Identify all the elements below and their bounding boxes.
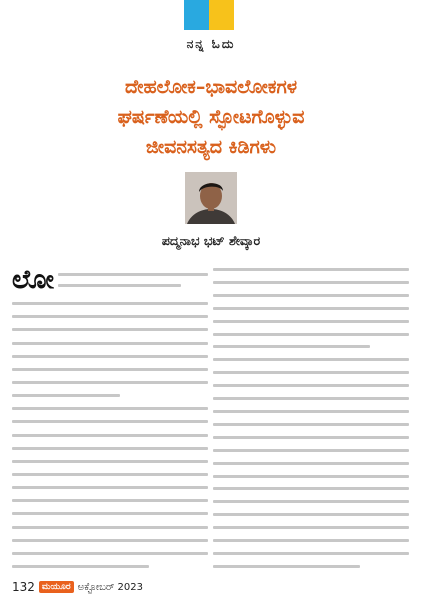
text-line	[12, 420, 208, 423]
text-line	[213, 487, 409, 490]
text-line	[213, 539, 409, 542]
author-portrait-icon	[185, 172, 237, 224]
body-column-left	[12, 265, 208, 568]
magazine-name: ಮಯೂರ	[39, 581, 74, 593]
text-line	[213, 449, 409, 452]
page-footer	[12, 578, 312, 596]
text-line	[213, 281, 409, 284]
text-line	[12, 381, 208, 384]
text-line	[213, 565, 360, 568]
title-line-1: ದೇಹಲೋಕ–ಭಾವಲೋಕಗಳ	[124, 76, 298, 98]
text-line	[213, 397, 409, 400]
text-line	[12, 328, 208, 331]
text-line	[213, 294, 409, 297]
text-line	[12, 473, 208, 476]
body-column-right	[213, 268, 409, 568]
issue-date: ಅಕ್ಟೋಬರ್ 2023	[77, 581, 144, 593]
text-line	[213, 320, 409, 323]
text-line	[12, 460, 208, 463]
text-line	[58, 284, 181, 287]
section-color-bar	[184, 0, 234, 30]
text-line	[213, 552, 409, 555]
text-line	[12, 447, 208, 450]
text-line	[58, 273, 208, 276]
author-name: ಪದ್ಮನಾಭ ಭಟ್ ಶೇವ್ಕಾರ	[161, 233, 261, 248]
text-line	[213, 268, 409, 271]
text-line	[12, 355, 208, 358]
text-line	[213, 475, 409, 478]
page-number: 132	[12, 580, 35, 594]
text-line	[12, 315, 208, 318]
author-photo	[185, 172, 237, 224]
text-line	[12, 565, 149, 568]
text-line	[12, 434, 208, 437]
text-line	[213, 345, 370, 348]
dropcap: ಲೋ	[12, 265, 54, 295]
text-line	[12, 368, 208, 371]
text-line	[12, 407, 208, 410]
text-line	[213, 384, 409, 387]
color-bar-yellow	[209, 0, 234, 30]
text-line	[12, 512, 208, 515]
text-line	[12, 486, 208, 489]
title-line-2: ಘರ್ಷಣೆಯಲ್ಲಿ ಸ್ಫೋಟಗೊಳ್ಳುವ	[117, 106, 305, 128]
text-line	[12, 342, 208, 345]
text-line	[12, 394, 120, 397]
text-line	[213, 358, 409, 361]
text-line	[213, 333, 409, 336]
text-line	[213, 307, 409, 310]
text-line	[213, 371, 409, 374]
article-title	[20, 72, 402, 162]
text-line	[213, 436, 409, 439]
text-line	[213, 526, 409, 529]
text-line	[12, 302, 208, 305]
text-line	[12, 539, 208, 542]
text-line	[213, 423, 409, 426]
dropcap-paragraph	[12, 265, 208, 295]
color-bar-blue	[184, 0, 209, 30]
text-line	[213, 513, 409, 516]
text-line	[12, 499, 208, 502]
title-line-3: ಜೀವನಸತ್ಯದ ಕಿಡಿಗಳು	[145, 136, 277, 158]
text-line	[12, 552, 208, 555]
text-line	[213, 500, 409, 503]
text-line	[12, 526, 208, 529]
text-line	[213, 462, 409, 465]
section-title: ನನ್ನ ಓದು	[186, 37, 236, 51]
text-line	[213, 410, 409, 413]
